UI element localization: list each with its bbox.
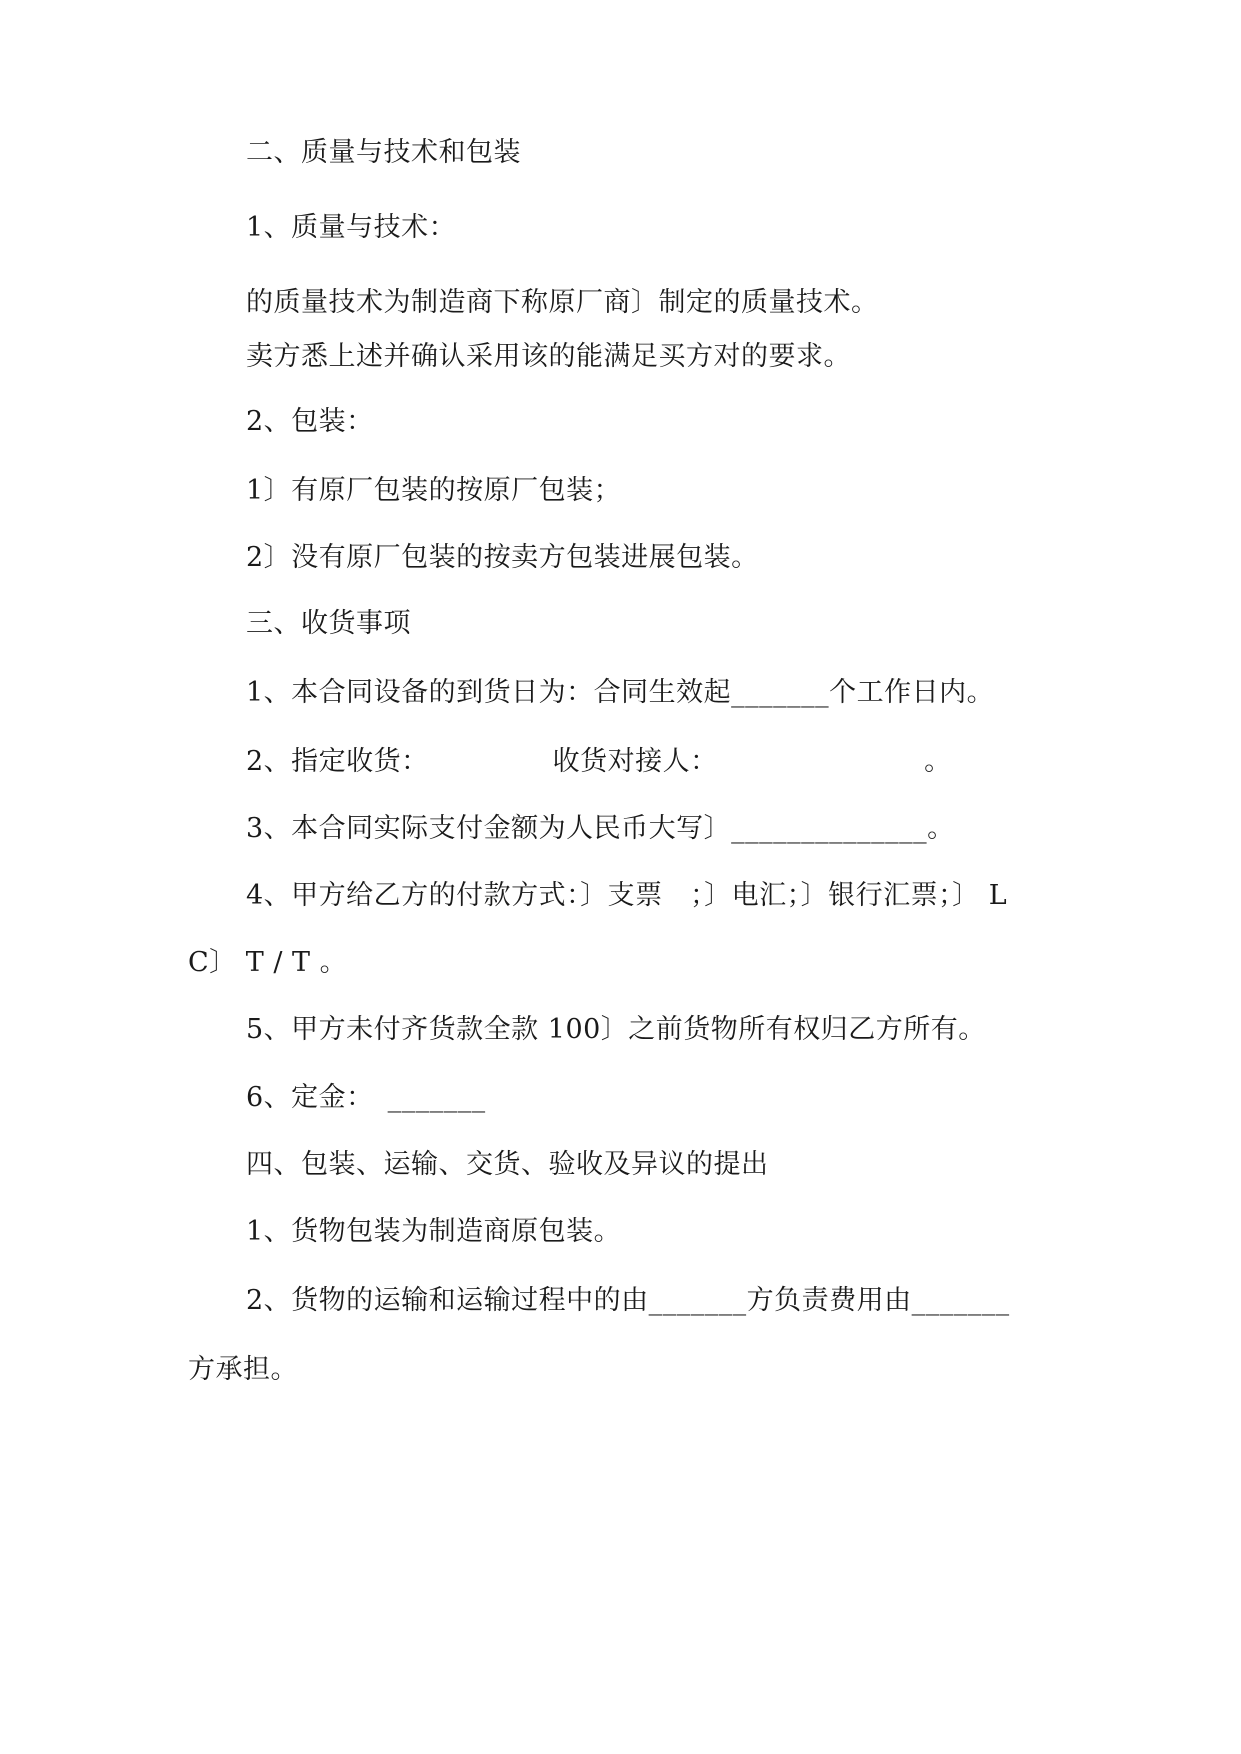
paragraph: 6、定金： _______ [246, 1082, 486, 1113]
paragraph: 的质量技术为制造商下称原厂商〕制定的质量技术。 [246, 287, 879, 318]
paragraph: 2、包装： [246, 406, 374, 437]
paragraph-continuation: 方承担。 [188, 1354, 298, 1385]
section-heading-receiving: 三、收货事项 [246, 608, 411, 639]
paragraph: 3、本合同实际支付金额为人民币大写〕______________。 [246, 813, 955, 844]
paragraph: 1、本合同设备的到货日为：合同生效起_______个工作日内。 [246, 677, 995, 708]
section-heading-packaging: 四、包装、运输、交货、验收及异议的提出 [246, 1149, 769, 1180]
paragraph: 2、指定收货： 收货对接人： 。 [246, 746, 952, 777]
paragraph: 2、货物的运输和运输过程中的由_______方负责费用由_______ [246, 1285, 1010, 1316]
paragraph: 4、甲方给乙方的付款方式：〕支票 ；〕电汇；〕银行汇票；〕 L [246, 880, 1008, 911]
paragraph: 5、甲方未付齐货款全款 100〕之前货物所有权归乙方所有。 [246, 1014, 986, 1045]
paragraph: 1、货物包装为制造商原包装。 [246, 1216, 622, 1247]
paragraph: 卖方悉上述并确认采用该的能满足买方对的要求。 [246, 341, 851, 372]
paragraph: 1、质量与技术： [246, 212, 457, 243]
paragraph: 1〕有原厂包装的按原厂包装； [246, 475, 622, 506]
section-heading-quality: 二、质量与技术和包装 [246, 137, 521, 168]
paragraph-continuation: C〕 T / T 。 [188, 947, 348, 978]
paragraph: 2〕没有原厂包装的按卖方包装进展包装。 [246, 542, 759, 573]
